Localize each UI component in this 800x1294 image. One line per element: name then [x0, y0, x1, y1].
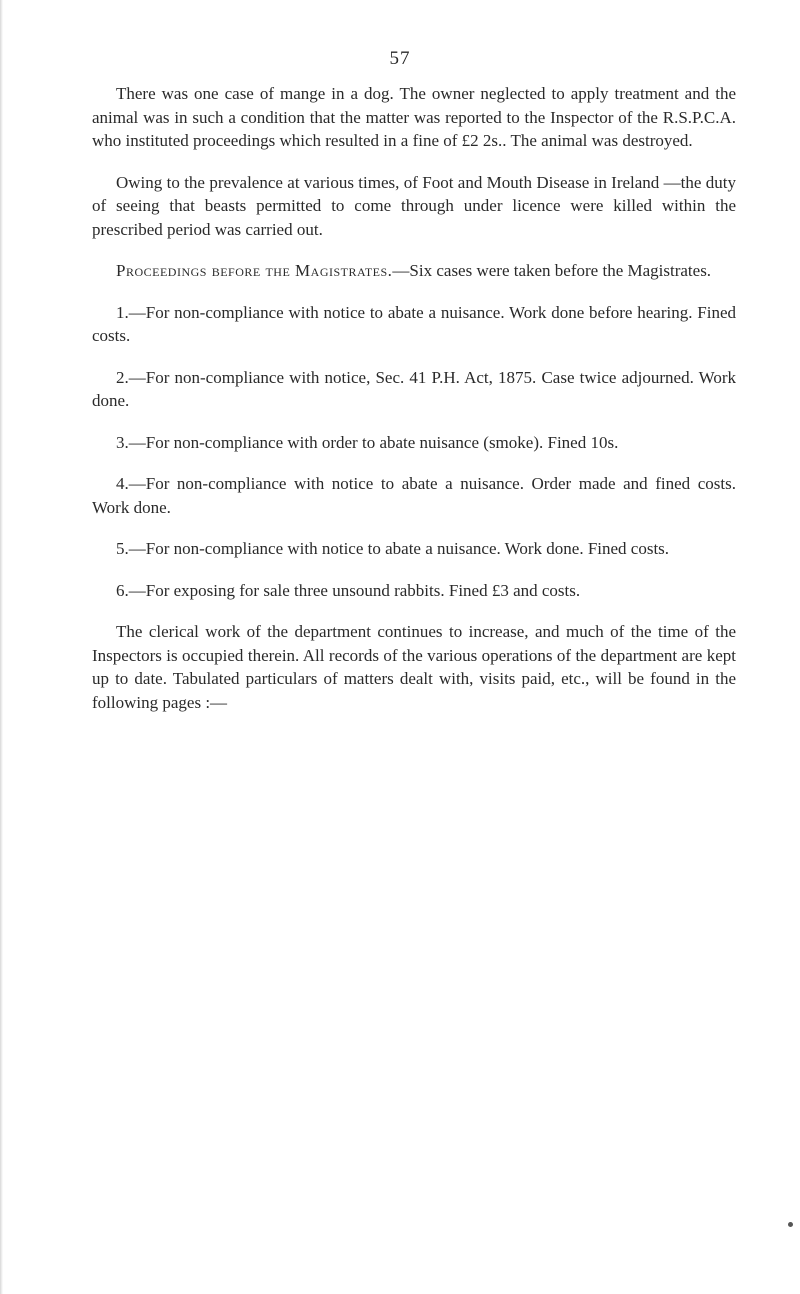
case-item-4: 4.—For non-compliance with notice to abate a nuisance. Order made and fined costs. Work done.	[92, 474, 736, 517]
proceedings-heading: Proceedings before the Magistrates.	[116, 261, 393, 280]
paragraph-foot-and-mouth: Owing to the prevalence at various times, of Foot and Mouth Disease in Ireland —the duty of seeing that beasts permitted to come through under licence were killed within the prescribed period was carried out.	[92, 172, 736, 239]
ink-speck	[788, 1222, 793, 1227]
paragraph-mange-case: There was one case of mange in a dog. The owner neglected to apply treatment and the animal was in such a condition that the matter was reported to the Inspector of the R.S.P.C.A. who instituted proceedings which resulted in a fine of £2 2s.. The animal was destroyed.	[92, 84, 736, 150]
paragraph-closing: The clerical work of the department continues to increase, and much of the time of the Inspectors is occupied therein. All records of the various operations of the department are kept up to date. Tabulated particulars of matters dealt with, visits paid, etc., will be found in the following pages :—	[92, 622, 736, 712]
proceedings-intro: —Six cases were taken before the Magistrates.	[392, 261, 712, 280]
case-item-2: 2.—For non-compliance with notice, Sec. 41 P.H. Act, 1875. Case twice adjourned. Work done.	[92, 367, 736, 410]
document-body	[92, 82, 736, 732]
paragraph-proceedings	[92, 259, 736, 283]
case-item-1: 1.—For non-compliance with notice to abate a nuisance. Work done before hearing. Fined costs.	[92, 302, 736, 345]
case-item-3: 3.—For non-compliance with order to abate nuisance (smoke). Fined 10s.	[116, 432, 619, 452]
page-number: 57	[389, 48, 411, 69]
case-item-6: 6.—For exposing for sale three unsound rabbits. Fined £3 and costs.	[116, 580, 581, 600]
case-item-5: 5.—For non-compliance with notice to abate a nuisance. Work done. Fined costs.	[116, 539, 670, 558]
page-edge-shadow	[0, 0, 3, 1294]
